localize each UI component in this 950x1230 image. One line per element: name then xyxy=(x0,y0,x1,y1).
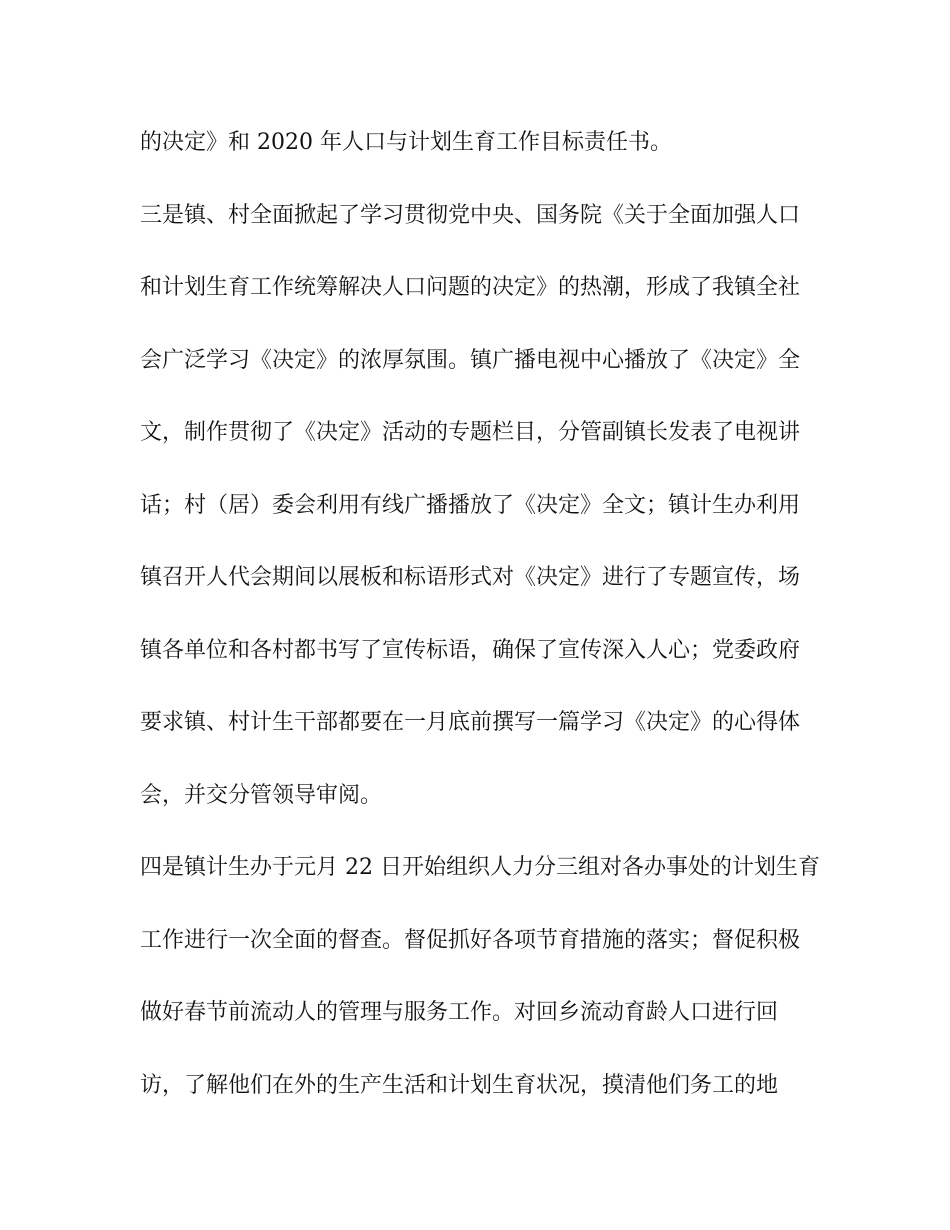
paragraph-line: 要求镇、村计生干部都要在一月底前撰写一篇学习《决定》的心得体 xyxy=(140,710,801,735)
paragraph-line: 话；村（居）委会利用有线广播播放了《决定》全文；镇计生办利用 xyxy=(140,492,801,518)
paragraph-line: 镇各单位和各村都书写了宣传标语，确保了宣传深入人心；党委政府 xyxy=(140,637,801,663)
paragraph-line: 访，了解他们在外的生产生活和计划生育状况，摸清他们务工的地 xyxy=(140,1072,779,1098)
paragraph-line: 和计划生育工作统筹解决人口问题的决定》的热潮，形成了我镇全社 xyxy=(140,275,801,300)
paragraph-line: 的决定》和 2020 年人口与计划生育工作目标责任书。 xyxy=(140,130,672,155)
paragraph-line: 工作进行一次全面的督查。督促抓好各项节育措施的落实；督促积极 xyxy=(140,927,801,953)
paragraph-line: 会，并交分管领导审阅。 xyxy=(140,782,383,808)
paragraph-line: 镇召开人代会期间以展板和标语形式对《决定》进行了专题宣传，场 xyxy=(140,565,801,590)
document-body xyxy=(140,107,840,1122)
paragraph-line: 会广泛学习《决定》的浓厚氛围。镇广播电视中心播放了《决定》全 xyxy=(140,347,801,373)
paragraph-line: 文，制作贯彻了《决定》活动的专题栏目，分管副镇长发表了电视讲 xyxy=(140,420,801,445)
paragraph-line: 做好春节前流动人的管理与服务工作。对回乡流动育龄人口进行回 xyxy=(140,1000,779,1025)
paragraph-line: 三是镇、村全面掀起了学习贯彻党中央、国务院《关于全面加强人口 xyxy=(140,202,801,228)
paragraph-line: 四是镇计生办于元月 22 日开始组织人力分三组对各办事处的计划生育 xyxy=(140,855,820,880)
